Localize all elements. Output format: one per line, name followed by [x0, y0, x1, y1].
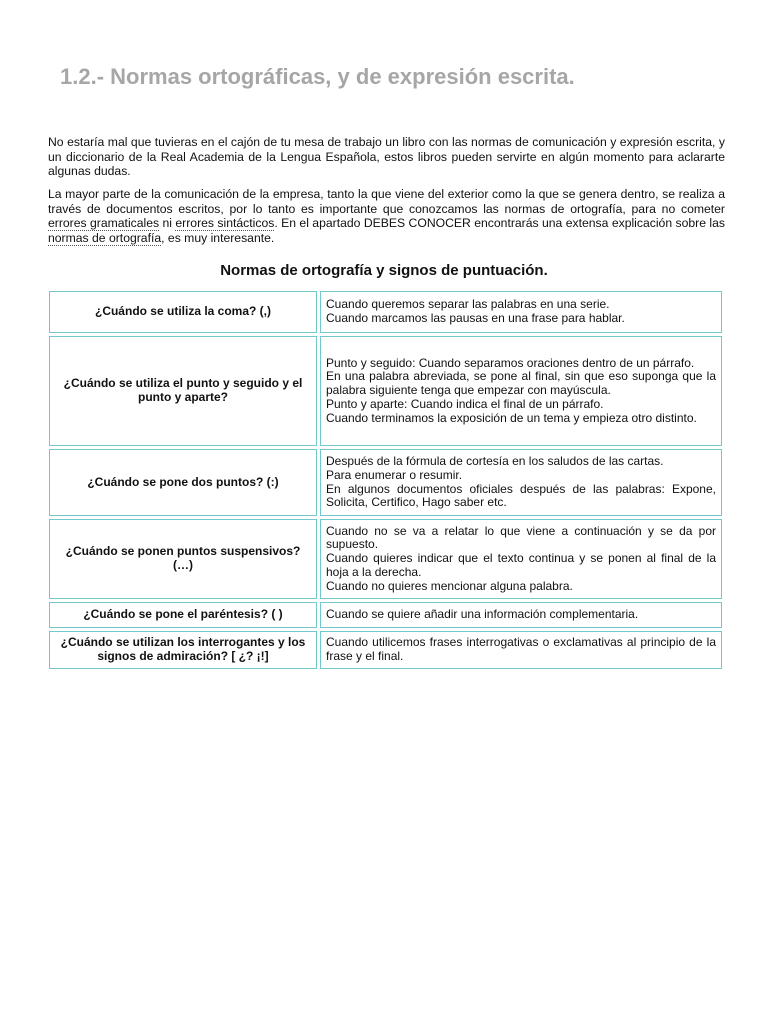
answer-line: Cuando queremos separar las palabras en una serie.: [326, 297, 610, 312]
normas-ortografia-link[interactable]: normas de ortografía: [48, 230, 162, 245]
answer-line: Punto y aparte: Cuando indica el final de un párrafo.: [326, 396, 604, 411]
answer-line: Cuando no quieres mencionar alguna palabra.: [326, 578, 573, 593]
answer-line: Para enumerar o resumir.: [326, 467, 463, 482]
answer-line: En algunos documentos oficiales después de las palabras: Expone, Solicita, Certifico, Hago saber etc.: [326, 481, 716, 510]
question-cell: ¿Cuándo se ponen puntos suspensivos? (…): [49, 519, 317, 599]
communication-paragraph: [48, 187, 725, 245]
question-cell: ¿Cuándo se utiliza el punto y seguido y el punto y aparte?: [49, 336, 317, 446]
answer-cell: [320, 602, 722, 628]
table-row: [49, 291, 722, 333]
answer-cell: [320, 631, 722, 669]
answer-line: Cuando terminamos la exposición de un tema y empieza otro distinto.: [326, 410, 697, 425]
errores-gramaticales-link[interactable]: errores gramaticales: [48, 216, 160, 230]
question-cell: ¿Cuándo se utilizan los interrogantes y los signos de admiración? [ ¿? ¡!]: [49, 631, 317, 669]
answer-line: Cuando marcamos las pausas en una frase para hablar.: [326, 311, 625, 325]
errores-sintacticos-link[interactable]: errores sintácticos: [175, 216, 275, 230]
paragraph-text: La mayor parte de la comunicación de la empresa, tanto la que viene del exterior como la que se genera dentro, se realiza a través de documentos escritos, por lo tanto es importante que conozcamos las normas de ortografía, para no cometer: [48, 187, 725, 216]
paragraph-text: . En el apartado DEBES CONOCER encontrarás una extensa explicación sobre las: [274, 216, 725, 230]
table-row: [49, 336, 722, 446]
answer-cell: [320, 519, 722, 599]
answer-cell: [320, 336, 722, 446]
answer-line: En una palabra abreviada, se pone al final, sin que eso suponga que la palabra siguiente tenga que empezar con mayúscula.: [326, 369, 716, 398]
punctuation-rules-table: [46, 288, 725, 672]
answer-cell: [320, 449, 722, 516]
table-title: Normas de ortografía y signos de puntuación.: [220, 262, 548, 279]
question-cell: ¿Cuándo se utiliza la coma? (,): [49, 291, 317, 333]
table-row: [49, 449, 722, 516]
answer-line: Cuando se quiere añadir una información complementaria.: [326, 607, 639, 622]
table-row: [49, 631, 722, 669]
intro-paragraph: No estaría mal que tuvieras en el cajón de tu mesa de trabajo un libro con las normas de comunicación y expresión escrita, y un diccionario de la Real Academia de la Lengua Española, estos libros pueden servirte en algún momento para aclararte algunas dudas.: [48, 135, 725, 178]
answer-line: Punto y seguido: Cuando separamos oraciones dentro de un párrafo.: [326, 355, 695, 370]
table-row: [49, 602, 722, 628]
answer-line: Cuando quieres indicar que el texto continua y se ponen al final de la hoja a la derecha.: [326, 551, 716, 579]
section-heading: 1.2.- Normas ortográficas, y de expresión escrita.: [60, 64, 575, 89]
answer-line: Cuando utilicemos frases interrogativas o exclamativas al principio de la frase y el final.: [326, 635, 716, 663]
answer-line: Después de la fórmula de cortesía en los saludos de las cartas.: [326, 453, 664, 468]
answer-cell: [320, 291, 722, 333]
question-cell: ¿Cuándo se pone el paréntesis? ( ): [49, 602, 317, 628]
question-cell: ¿Cuándo se pone dos puntos? (:): [49, 449, 317, 516]
paragraph-text: , es muy interesante.: [161, 230, 275, 245]
answer-line: Cuando no se va a relatar lo que viene a continuación y se da por supuesto.: [326, 523, 716, 552]
paragraph-text: ni: [159, 216, 176, 230]
table-row: [49, 519, 722, 599]
